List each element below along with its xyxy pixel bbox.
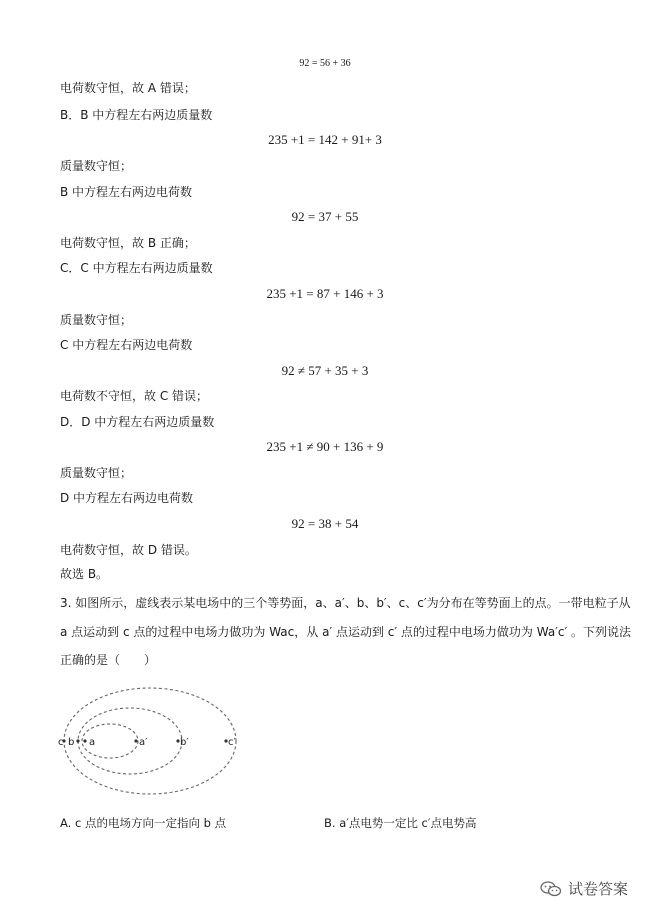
equation-line: 92 = 56 + 36 xyxy=(299,58,351,69)
equation-line: 92 ≠ 57 + 35 + 3 xyxy=(281,363,369,378)
label-b-prime: b′ xyxy=(180,737,189,748)
point-a-prime xyxy=(134,739,137,742)
watermark xyxy=(540,878,628,899)
label-a-prime: a′ xyxy=(139,737,148,748)
equation-line: 235 +1 = 87 + 146 + 3 xyxy=(266,286,384,301)
point-a xyxy=(83,739,86,742)
point-b xyxy=(76,739,79,742)
equation-line: 235 +1 = 142 + 91+ 3 xyxy=(268,132,382,147)
solution-text-line: 质量数守恒； xyxy=(60,159,133,173)
equation-line: 92 = 38 + 54 xyxy=(291,516,359,531)
solution-text-line: 电荷数不守恒，故 C 错误； xyxy=(60,389,209,403)
solution-text-line: D．D 中方程左右两边质量数 xyxy=(60,415,215,429)
solution-text-line: B．B 中方程左右两边质量数 xyxy=(60,108,213,122)
solution-text-line: C 中方程左右两边电荷数 xyxy=(60,338,193,352)
solution-text-line: 电荷数守恒，故 D 错误。 xyxy=(60,543,197,557)
solution-text-line: 电荷数守恒，故 A 错误； xyxy=(60,81,196,95)
equation-line: 92 = 37 + 55 xyxy=(291,209,359,224)
equation-line: 235 +1 ≠ 90 + 136 + 9 xyxy=(266,439,384,454)
question-line-1: 3. 如图所示，虚线表示某电场中的三个等势面，a、a′、b、b′、c、c′为分布在等势面上的点。一带电粒子从 xyxy=(60,596,631,610)
option-b: B. a′点电势一定比 c′点电势高 xyxy=(324,816,477,830)
watermark-text: 试卷答案 xyxy=(567,880,628,898)
label-c: c xyxy=(58,737,64,748)
solution-text-line: 故选 B。 xyxy=(60,567,109,581)
label-b: b xyxy=(68,737,75,748)
question-line-3: 正确的是（ ） xyxy=(60,653,157,667)
solution-text-line: B 中方程左右两边电荷数 xyxy=(60,185,193,199)
solution-text-line: 电荷数守恒，故 B 正确； xyxy=(60,236,196,250)
question-line-2: a 点运动到 c 点的过程中电场力做功为 Wac，从 a′ 点运动到 c′ 点的过程中电场力做功为 Wa′c′ 。下列说法 xyxy=(60,625,632,639)
solution-text-line: C．C 中方程左右两边质量数 xyxy=(60,261,213,275)
solution-text-line: D 中方程左右两边电荷数 xyxy=(60,491,194,505)
wechat-icon xyxy=(540,880,562,898)
solution-text-line: 质量数守恒； xyxy=(60,466,133,480)
label-c-prime: c′ xyxy=(228,737,236,748)
label-a: a xyxy=(89,737,96,748)
equipotential-figure xyxy=(60,685,250,797)
solution-text-line: 质量数守恒； xyxy=(60,313,133,327)
option-a: A. c 点的电场方向一定指向 b 点 xyxy=(60,816,227,830)
